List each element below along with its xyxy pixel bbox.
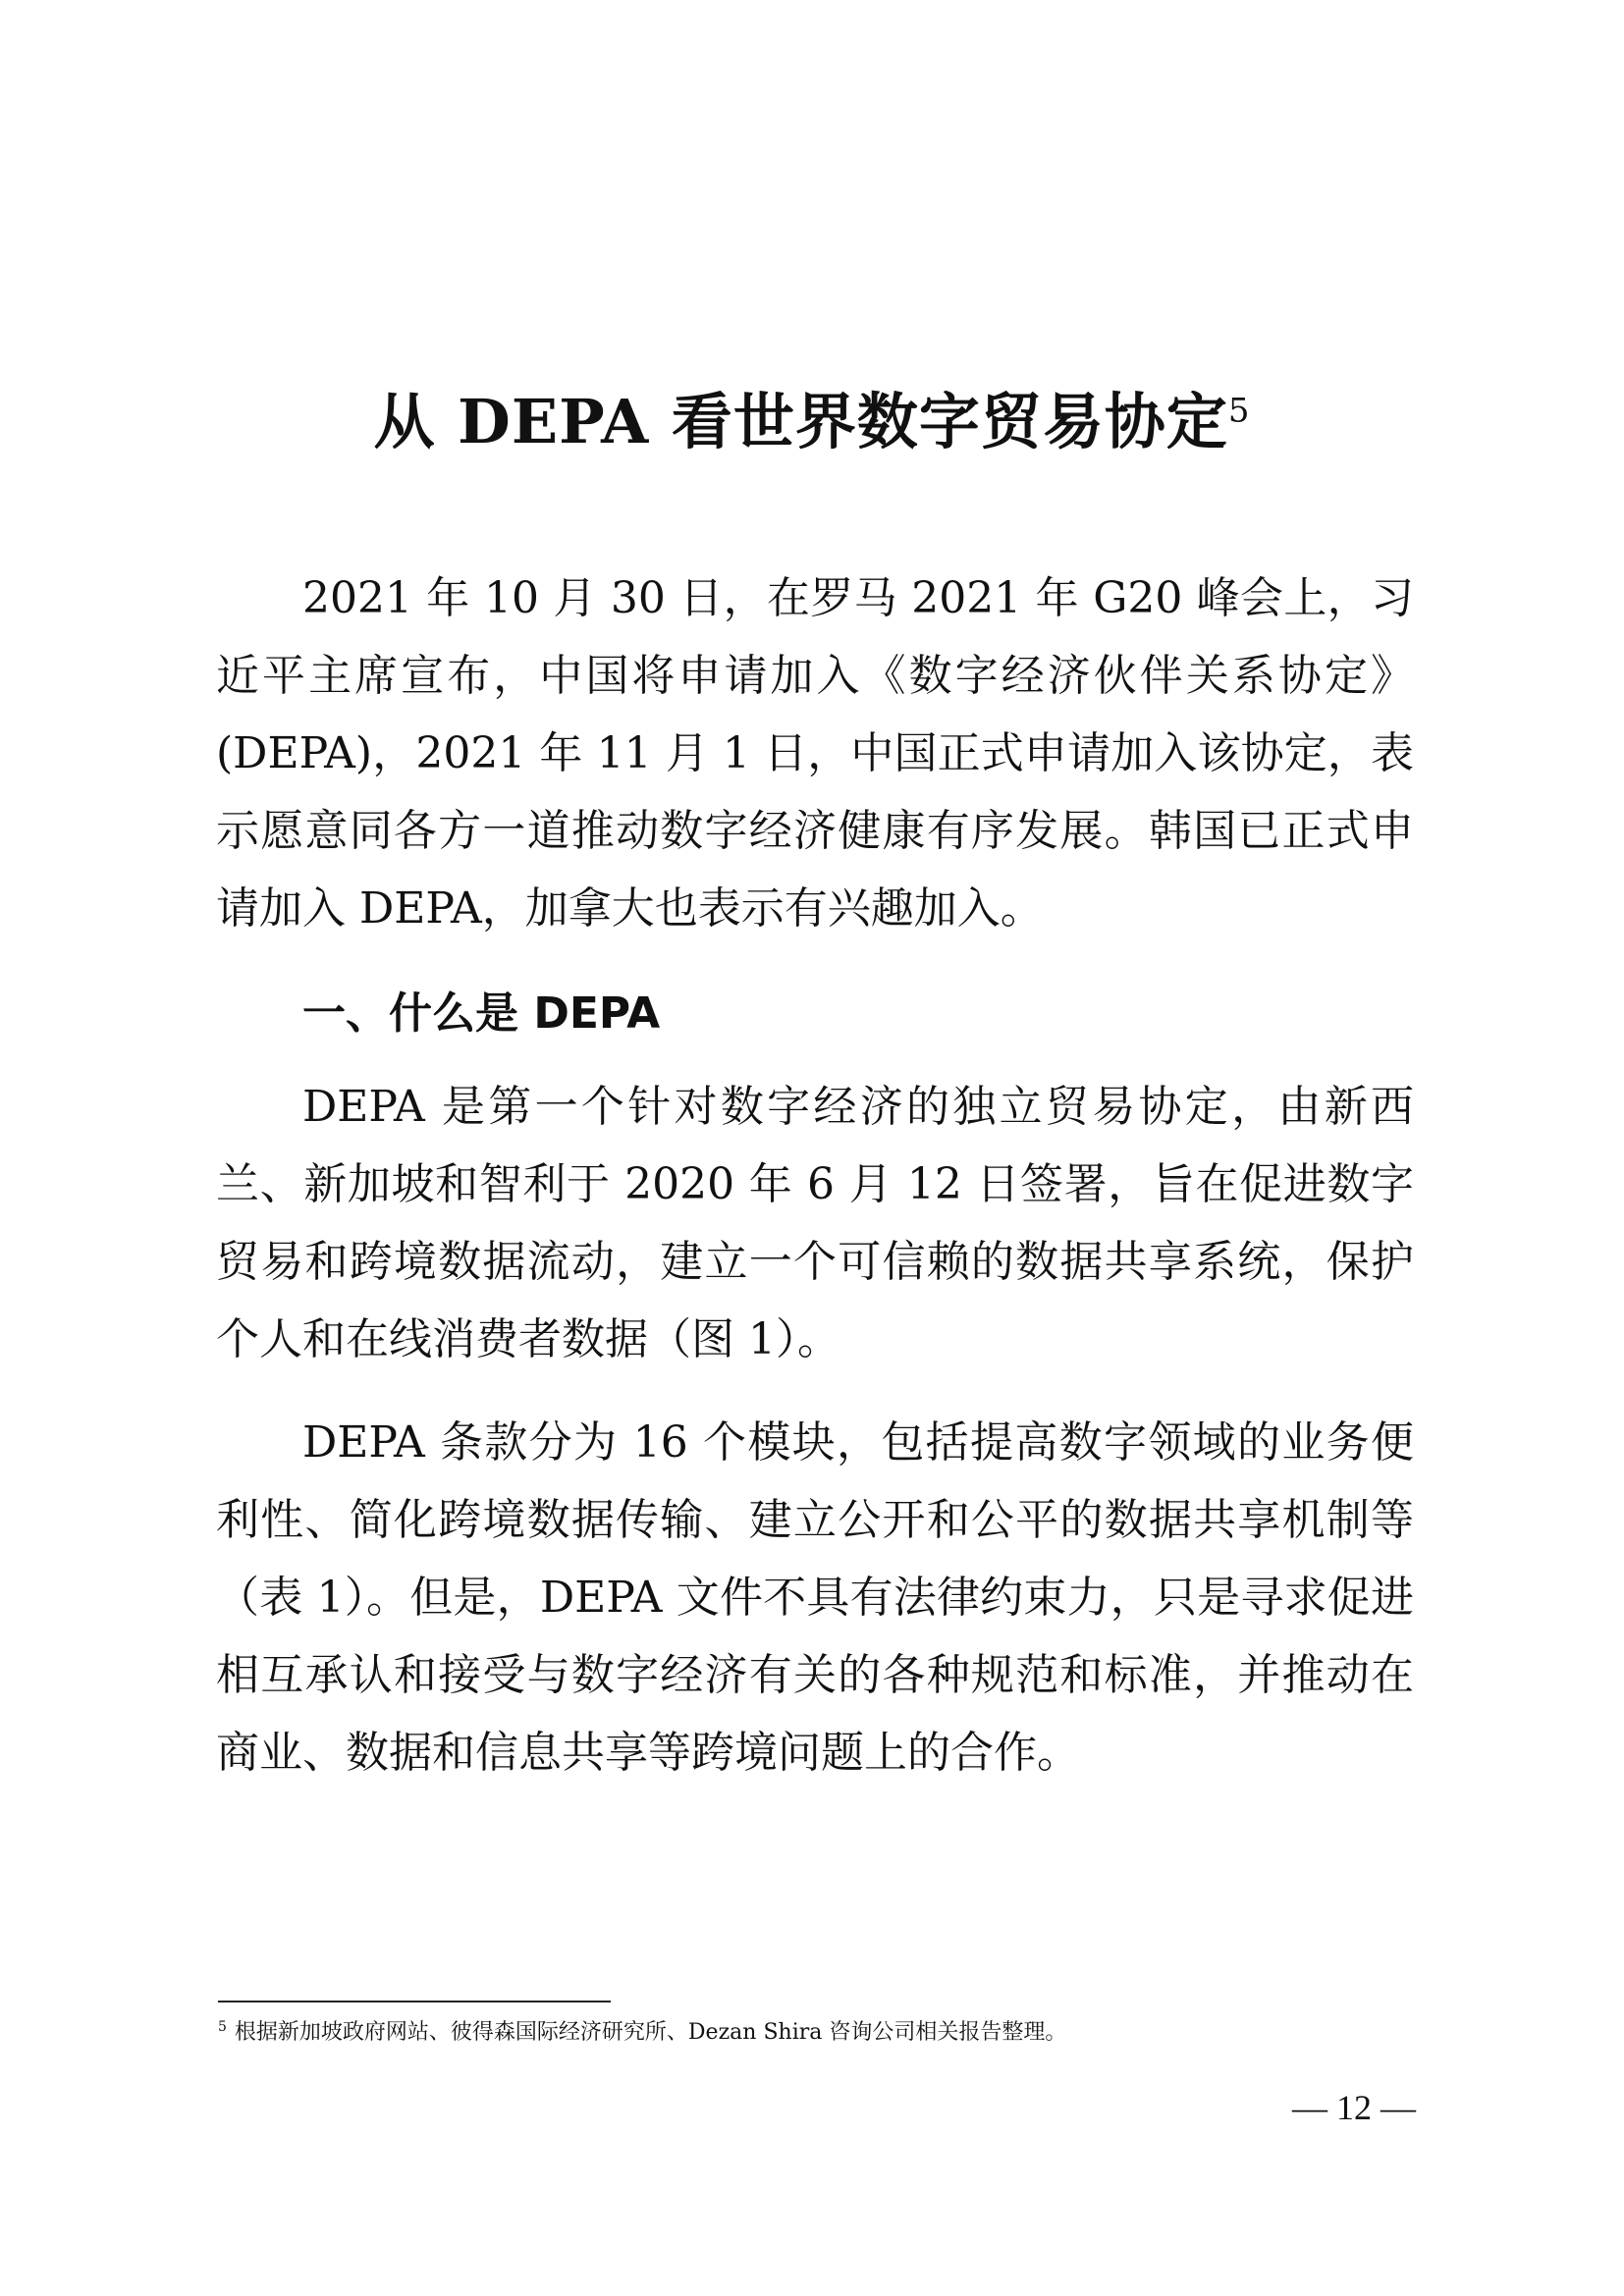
footnote <box>218 2016 1416 2050</box>
document-title-text: 从 DEPA 看世界数字贸易协定 <box>373 386 1228 457</box>
section-paragraph-modules: DEPA 条款分为 16 个模块，包括提高数字领域的业务便利性、简化跨境数据传输、建立公开和公平的数据共享机制等（表 1）。但是，DEPA 文件不具有法律约束力，只是寻求促进相互承认和接受与数字经济有关的各种规范和标准，并推动在商业、数据和信息共享等跨境问题上的合作。 <box>216 1417 1414 1778</box>
page-number: — 12 — <box>1292 2088 1416 2127</box>
title-footnote-marker[interactable]: 5 <box>1227 391 1251 431</box>
section-paragraph-definition: DEPA 是第一个针对数字经济的独立贸易协定，由新西兰、新加坡和智利于 2020 年 6 月 12 日签署，旨在促进数字贸易和跨境数据流动，建立一个可信赖的数据共享系统，保护个人和在线消费者数据（图 1）。 <box>216 1082 1415 1364</box>
section-heading-what-is-depa: 一、什么是 DEPA <box>302 988 661 1039</box>
document-title <box>0 378 1624 466</box>
intro-paragraph: 2021 年 10 月 30 日，在罗马 2021 年 G20 峰会上，习近平主席宣布，中国将申请加入《数字经济伙伴关系协定》(DEPA)，2021 年 11 月 1 日，中国正式申请加入该协定，表示愿意同各方一道推动数字经济健康有序发展。韩国已正式申请加入 DEPA，加拿大也表示有兴趣加入。 <box>216 573 1414 934</box>
footnote-divider <box>218 2001 611 2002</box>
footnote-marker: 5 <box>218 2018 227 2035</box>
footnote-text: 根据新加坡政府网站、彼得森国际经济研究所、Dezan Shira 咨询公司相关报告整理。 <box>234 2020 1067 2045</box>
